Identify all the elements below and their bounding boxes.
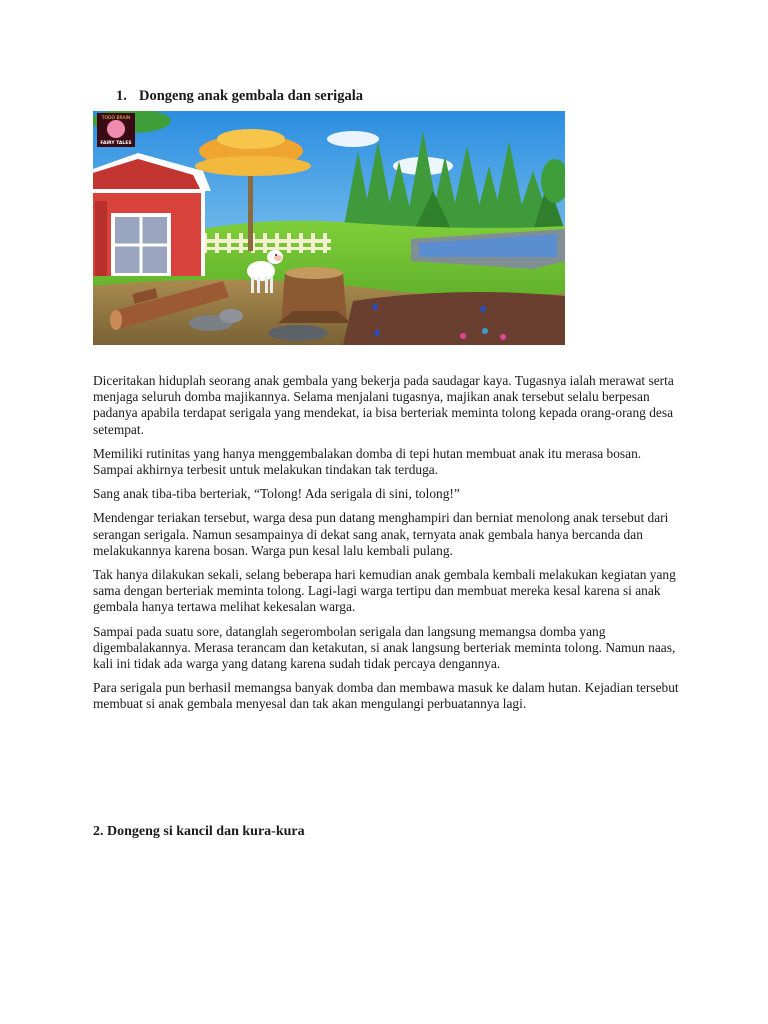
section2-heading: 2. Dongeng si kancil dan kura-kura: [93, 824, 305, 839]
section1-number: 1.: [116, 88, 127, 104]
paragraph: Para serigala pun berhasil memangsa banyak domba dan membawa masuk ke dalam hutan. Kejadian tersebut membuat si anak gembala menyesal dan tak akan mengulangi perbuatannya lagi.: [93, 680, 679, 712]
paragraph: Diceritakan hiduplah seorang anak gembala yang bekerja pada saudagar kaya. Tugasnya ialah merawat serta menjaga seluruh domba majikannya. Selama menjalani tugasnya, majikan anak tersebut selalu berpesan padanya apabila terdapat serigala yang mendekat, ia bisa berteriak meminta tolong kepada orang-orang desa setempat.: [93, 373, 674, 437]
section1-heading: [116, 87, 363, 105]
svg-text:TODO BRAIN: TODO BRAIN: [101, 116, 131, 121]
svg-text:FAIRY TALES: FAIRY TALES: [100, 141, 132, 146]
paragraph: Mendengar teriakan tersebut, warga desa pun datang menghampiri dan berniat menolong anak tersebut dari serangan serigala. Namun sesampainya di dekat sang anak, ternyata anak gembala hanya bercanda dan melakukannya karena bosan. Warga pun kesal lalu kembali pulang.: [93, 510, 669, 558]
story-body: [93, 373, 683, 721]
fairy-tales-logo: [97, 113, 135, 147]
paragraph: Memiliki rutinitas yang hanya menggembalakan domba di tepi hutan membuat anak itu merasa bosan. Sampai akhirnya terbesit untuk melakukan tindakan tak terduga.: [93, 445, 642, 478]
paragraph: Sang anak tiba-tiba berteriak, “Tolong! Ada serigala di sini, tolong!”: [93, 486, 460, 502]
story-illustration: [93, 111, 565, 345]
paragraph: Tak hanya dilakukan sekali, selang beberapa hari kemudian anak gembala kembali melakukan kegiatan yang sama dengan berteriak meminta tolong. Lagi-lagi warga tertipu dan membuat mereka kesal karena si anak gembala hanya tertawa melihat kekesalan warga.: [93, 567, 676, 615]
paragraph: Sampai pada suatu sore, datanglah segerombolan serigala dan langsung memangsa domba yang digembalakannya. Merasa terancam dan ketakutan, si anak langsung berteriak meminta tolong. Namun naas, kali ini tidak ada warga yang datang karena sudah tidak percaya dengannya.: [93, 623, 676, 672]
section1-title: Dongeng anak gembala dan serigala: [139, 88, 363, 104]
tree-stump: [278, 267, 351, 323]
red-barn: [93, 153, 211, 276]
